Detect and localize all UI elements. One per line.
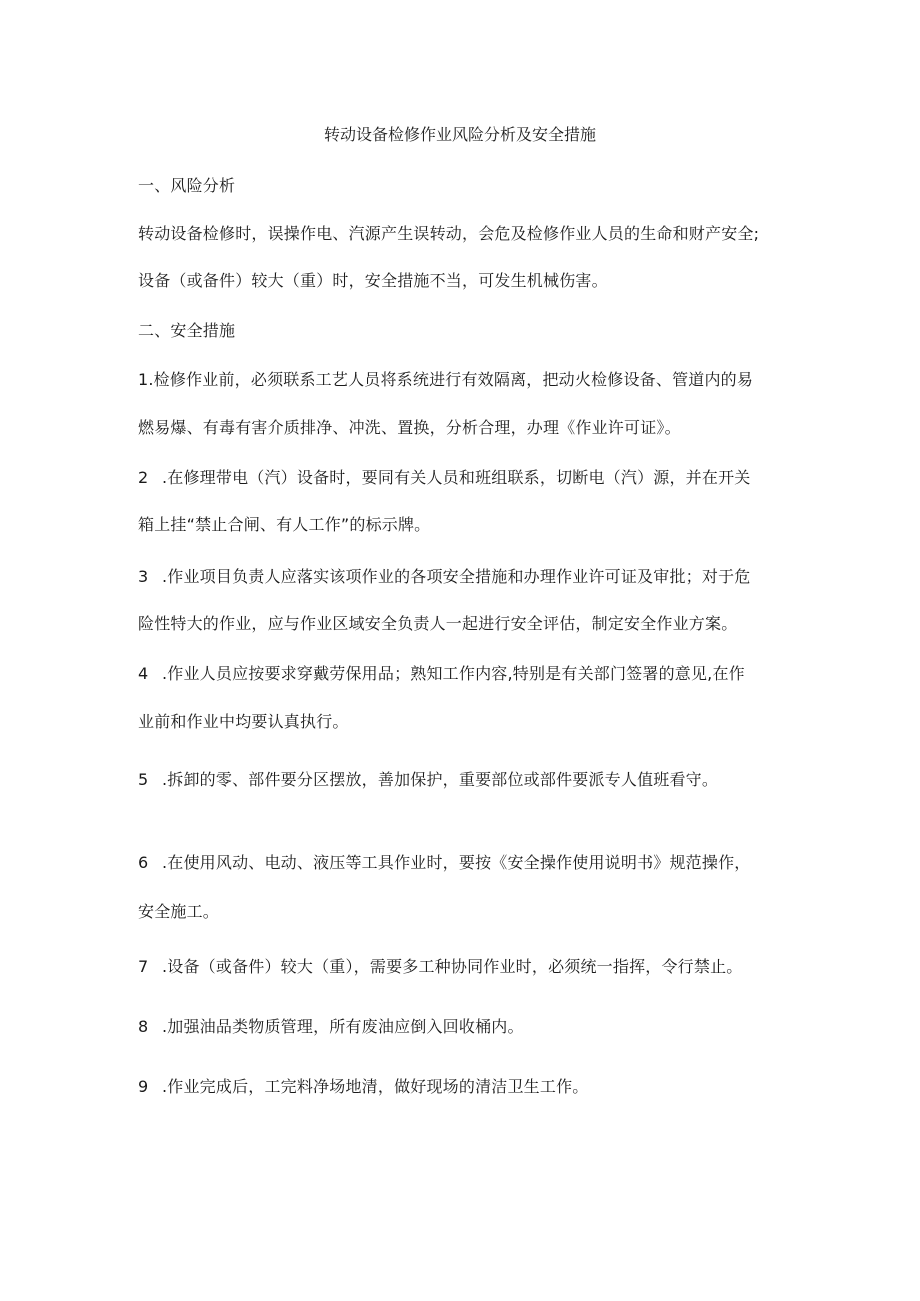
item-text: .设备（或备件）较大（重），需要多工种协同作业时，必须统一指挥，令行禁止。: [162, 957, 743, 976]
item-text: .在使用风动、电动、液压等工具作业时，要按《安全操作使用说明书》规范操作，: [162, 853, 751, 872]
item-5-line-1: [138, 770, 718, 790]
item-number: 8: [138, 1017, 149, 1036]
item-number: 2: [138, 468, 149, 487]
item-2-line-1: [138, 468, 751, 488]
item-number: 6: [138, 853, 149, 872]
section1-line-2: 设备（或备件）较大（重）时，安全措施不当，可发生机械伤害。: [138, 271, 608, 290]
section1-heading: 一、风险分析: [138, 176, 236, 195]
document-title: 转动设备检修作业风险分析及安全措施: [323, 125, 596, 144]
item-text: .作业项目负责人应落实该项作业的各项安全措施和办理作业许可证及审批；对于危: [162, 567, 751, 586]
item-4-line-1: [138, 664, 745, 684]
section2-heading: 二、安全措施: [138, 321, 236, 340]
item-3-line-1: [138, 567, 751, 587]
item-2-line-2: 箱上挂“禁止合闸、有人工作”的标示牌。: [138, 515, 431, 534]
item-number: 3: [138, 567, 149, 586]
item-1-line-1: 1.检修作业前，必须联系工艺人员将系统进行有效隔离，把动火检修设备、管道内的易: [138, 370, 754, 389]
item-6-line-1: [138, 853, 751, 873]
item-9-line-1: [138, 1077, 589, 1097]
item-4-line-2: 业前和作业中均要认真执行。: [138, 712, 349, 731]
item-text: .作业人员应按要求穿戴劳保用品；熟知工作内容,特别是有关部门签署的意见,在作: [162, 664, 745, 683]
item-1-line-2: 燃易爆、有毒有害介质排净、冲洗、置换，分析合理，办理《作业许可证》。: [138, 418, 681, 437]
item-6-line-2: 安全施工。: [138, 902, 220, 921]
item-7-line-1: [138, 957, 743, 977]
item-number: 9: [138, 1077, 149, 1096]
item-8-line-1: [138, 1017, 524, 1037]
section1-line-1: 转动设备检修时，误操作电、汽源产生误转动，会危及检修作业人员的生命和财产安全;: [138, 224, 760, 243]
item-number: 7: [138, 957, 149, 976]
item-text: .拆卸的零、部件要分区摆放，善加保护，重要部位或部件要派专人值班看守。: [162, 770, 719, 789]
item-text: .加强油品类物质管理，所有废油应倒入回收桶内。: [162, 1017, 524, 1036]
item-number: 5: [138, 770, 149, 789]
item-text: .作业完成后，工完料净场地清，做好现场的清洁卫生工作。: [162, 1077, 589, 1096]
item-3-line-2: 险性特大的作业，应与作业区域安全负责人一起进行安全评估，制定安全作业方案。: [138, 614, 738, 633]
item-number: 4: [138, 664, 149, 683]
item-text: .在修理带电（汽）设备时，要同有关人员和班组联系，切断电（汽）源，并在开关: [162, 468, 751, 487]
